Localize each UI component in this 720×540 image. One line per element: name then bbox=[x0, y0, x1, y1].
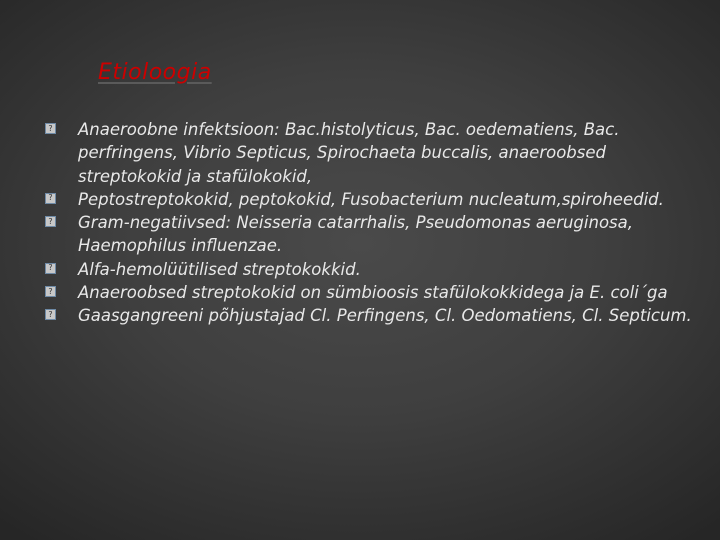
bullet-list bbox=[48, 118, 698, 328]
bullet-item bbox=[48, 281, 698, 304]
bullet-text: Alfa-hemolüütilised streptokokkid. bbox=[78, 259, 361, 279]
box-bullet-icon: ? bbox=[45, 263, 56, 274]
box-bullet-icon: ? bbox=[45, 193, 56, 204]
bullet-text: Gram-negatiivsed: Neisseria catarrhalis, Pseudomonas aeruginosa, Haemophilus influenzae. bbox=[78, 213, 633, 256]
bullet-text: Peptostreptokokid, peptokokid, Fusobacterium nucleatum,spiroheedid. bbox=[78, 189, 664, 209]
bullet-text: Anaeroobne infektsioon: Bac.histolyticus, Bac. oedematiens, Bac. perfringens, Vibrio Septicus, Spirochaeta buccalis, anaeroobsed streptokokid ja stafülokokid, bbox=[78, 120, 620, 186]
box-bullet-icon: ? bbox=[45, 286, 56, 297]
bullet-item bbox=[48, 118, 698, 188]
slide-title: Etioloogia bbox=[98, 60, 212, 85]
bullet-text: Gaasgangreeni põhjustajad Cl. Perfingens, Cl. Oedomatiens, Cl. Septicum. bbox=[78, 306, 692, 326]
bullet-item bbox=[48, 211, 698, 258]
bullet-item bbox=[48, 304, 698, 327]
bullet-item bbox=[48, 188, 698, 211]
box-bullet-icon: ? bbox=[45, 216, 56, 227]
box-bullet-icon: ? bbox=[45, 123, 56, 134]
bullet-item bbox=[48, 258, 698, 281]
box-bullet-icon: ? bbox=[45, 309, 56, 320]
bullet-text: Anaeroobsed streptokokid on sümbioosis stafülokokkidega ja E. coli´ga bbox=[78, 283, 668, 303]
